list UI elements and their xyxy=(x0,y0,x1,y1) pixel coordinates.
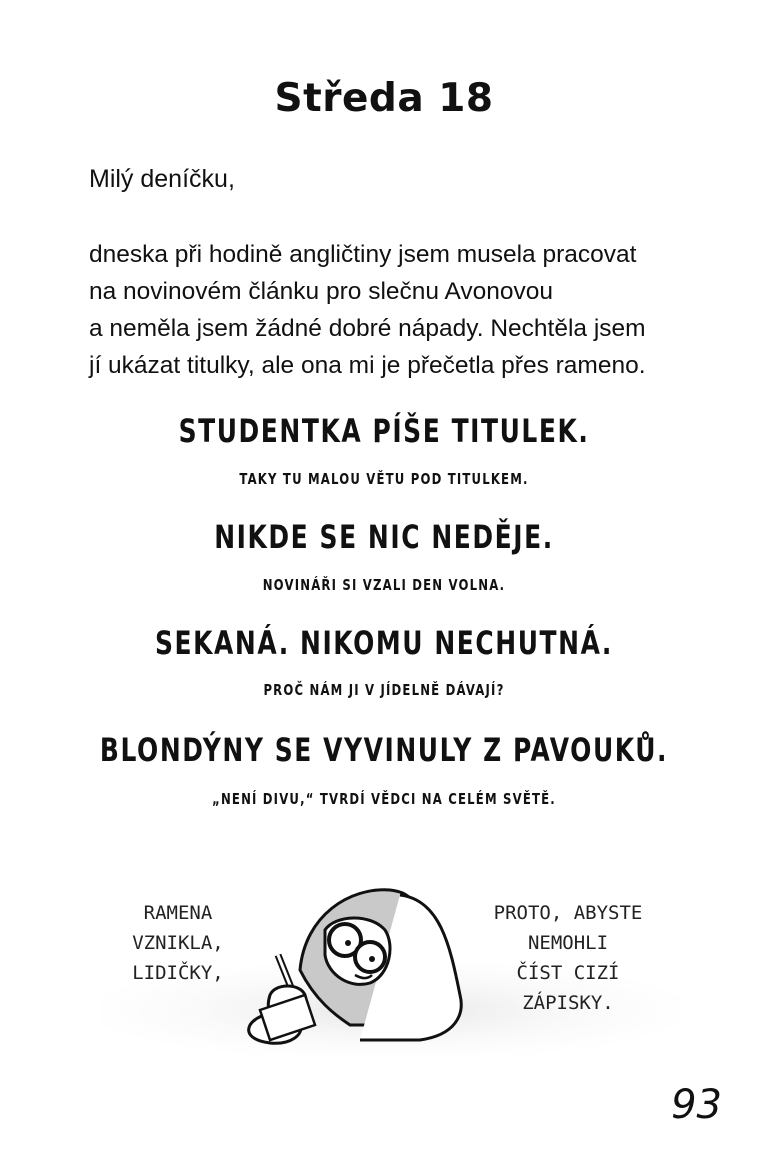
caption-line: LIDIČKY, xyxy=(132,962,224,984)
subheadline-2: NOVINÁŘI SI VZALI DEN VOLNA. xyxy=(262,576,506,594)
caption-line: ZÁPISKY. xyxy=(522,992,614,1014)
page-number: 93 xyxy=(671,1082,722,1128)
caption-line: ČÍST CIZÍ xyxy=(516,962,620,984)
page-title: Středa 18 xyxy=(274,76,494,121)
headline-4: BLONDÝNY SE VYVINULY Z PAVOUKŮ. xyxy=(99,731,669,769)
headline-1: STUDENTKA PÍŠE TITULEK. xyxy=(178,412,590,450)
caption-line: PROTO, ABYSTE xyxy=(493,902,643,924)
headline-2: NIKDE SE NIC NEDĚJE. xyxy=(214,518,554,556)
caption-right xyxy=(468,898,668,1018)
greeting: Milý deníčku, xyxy=(89,165,235,193)
diary-paragraph xyxy=(89,236,709,384)
subheadline-4: „NENÍ DIVU,“ TVRDÍ VĚDCI NA CELÉM SVĚTĚ. xyxy=(212,790,556,808)
paragraph-line: a neměla jsem žádné dobré nápady. Nechtěla jsem xyxy=(89,315,646,342)
subheadline-3: PROČ NÁM JI V JÍDELNĚ DÁVAJÍ? xyxy=(263,681,505,699)
caption-line: NEMOHLI xyxy=(527,932,609,954)
paragraph-line: jí ukázat titulky, ale ona mi je přečetla přes rameno. xyxy=(89,352,646,379)
caption-line: RAMENA xyxy=(143,902,213,924)
caption-left xyxy=(118,898,238,988)
headline-3: SEKANÁ. NIKOMU NECHUTNÁ. xyxy=(155,624,613,662)
paragraph-line: na novinovém článku pro slečnu Avonovou xyxy=(89,278,553,305)
caption-line: VZNIKLA, xyxy=(132,932,224,954)
paragraph-line: dneska při hodině angličtiny jsem musela pracovat xyxy=(89,241,637,268)
subheadline-1: TAKY TU MALOU VĚTU POD TITULKEM. xyxy=(239,470,529,488)
